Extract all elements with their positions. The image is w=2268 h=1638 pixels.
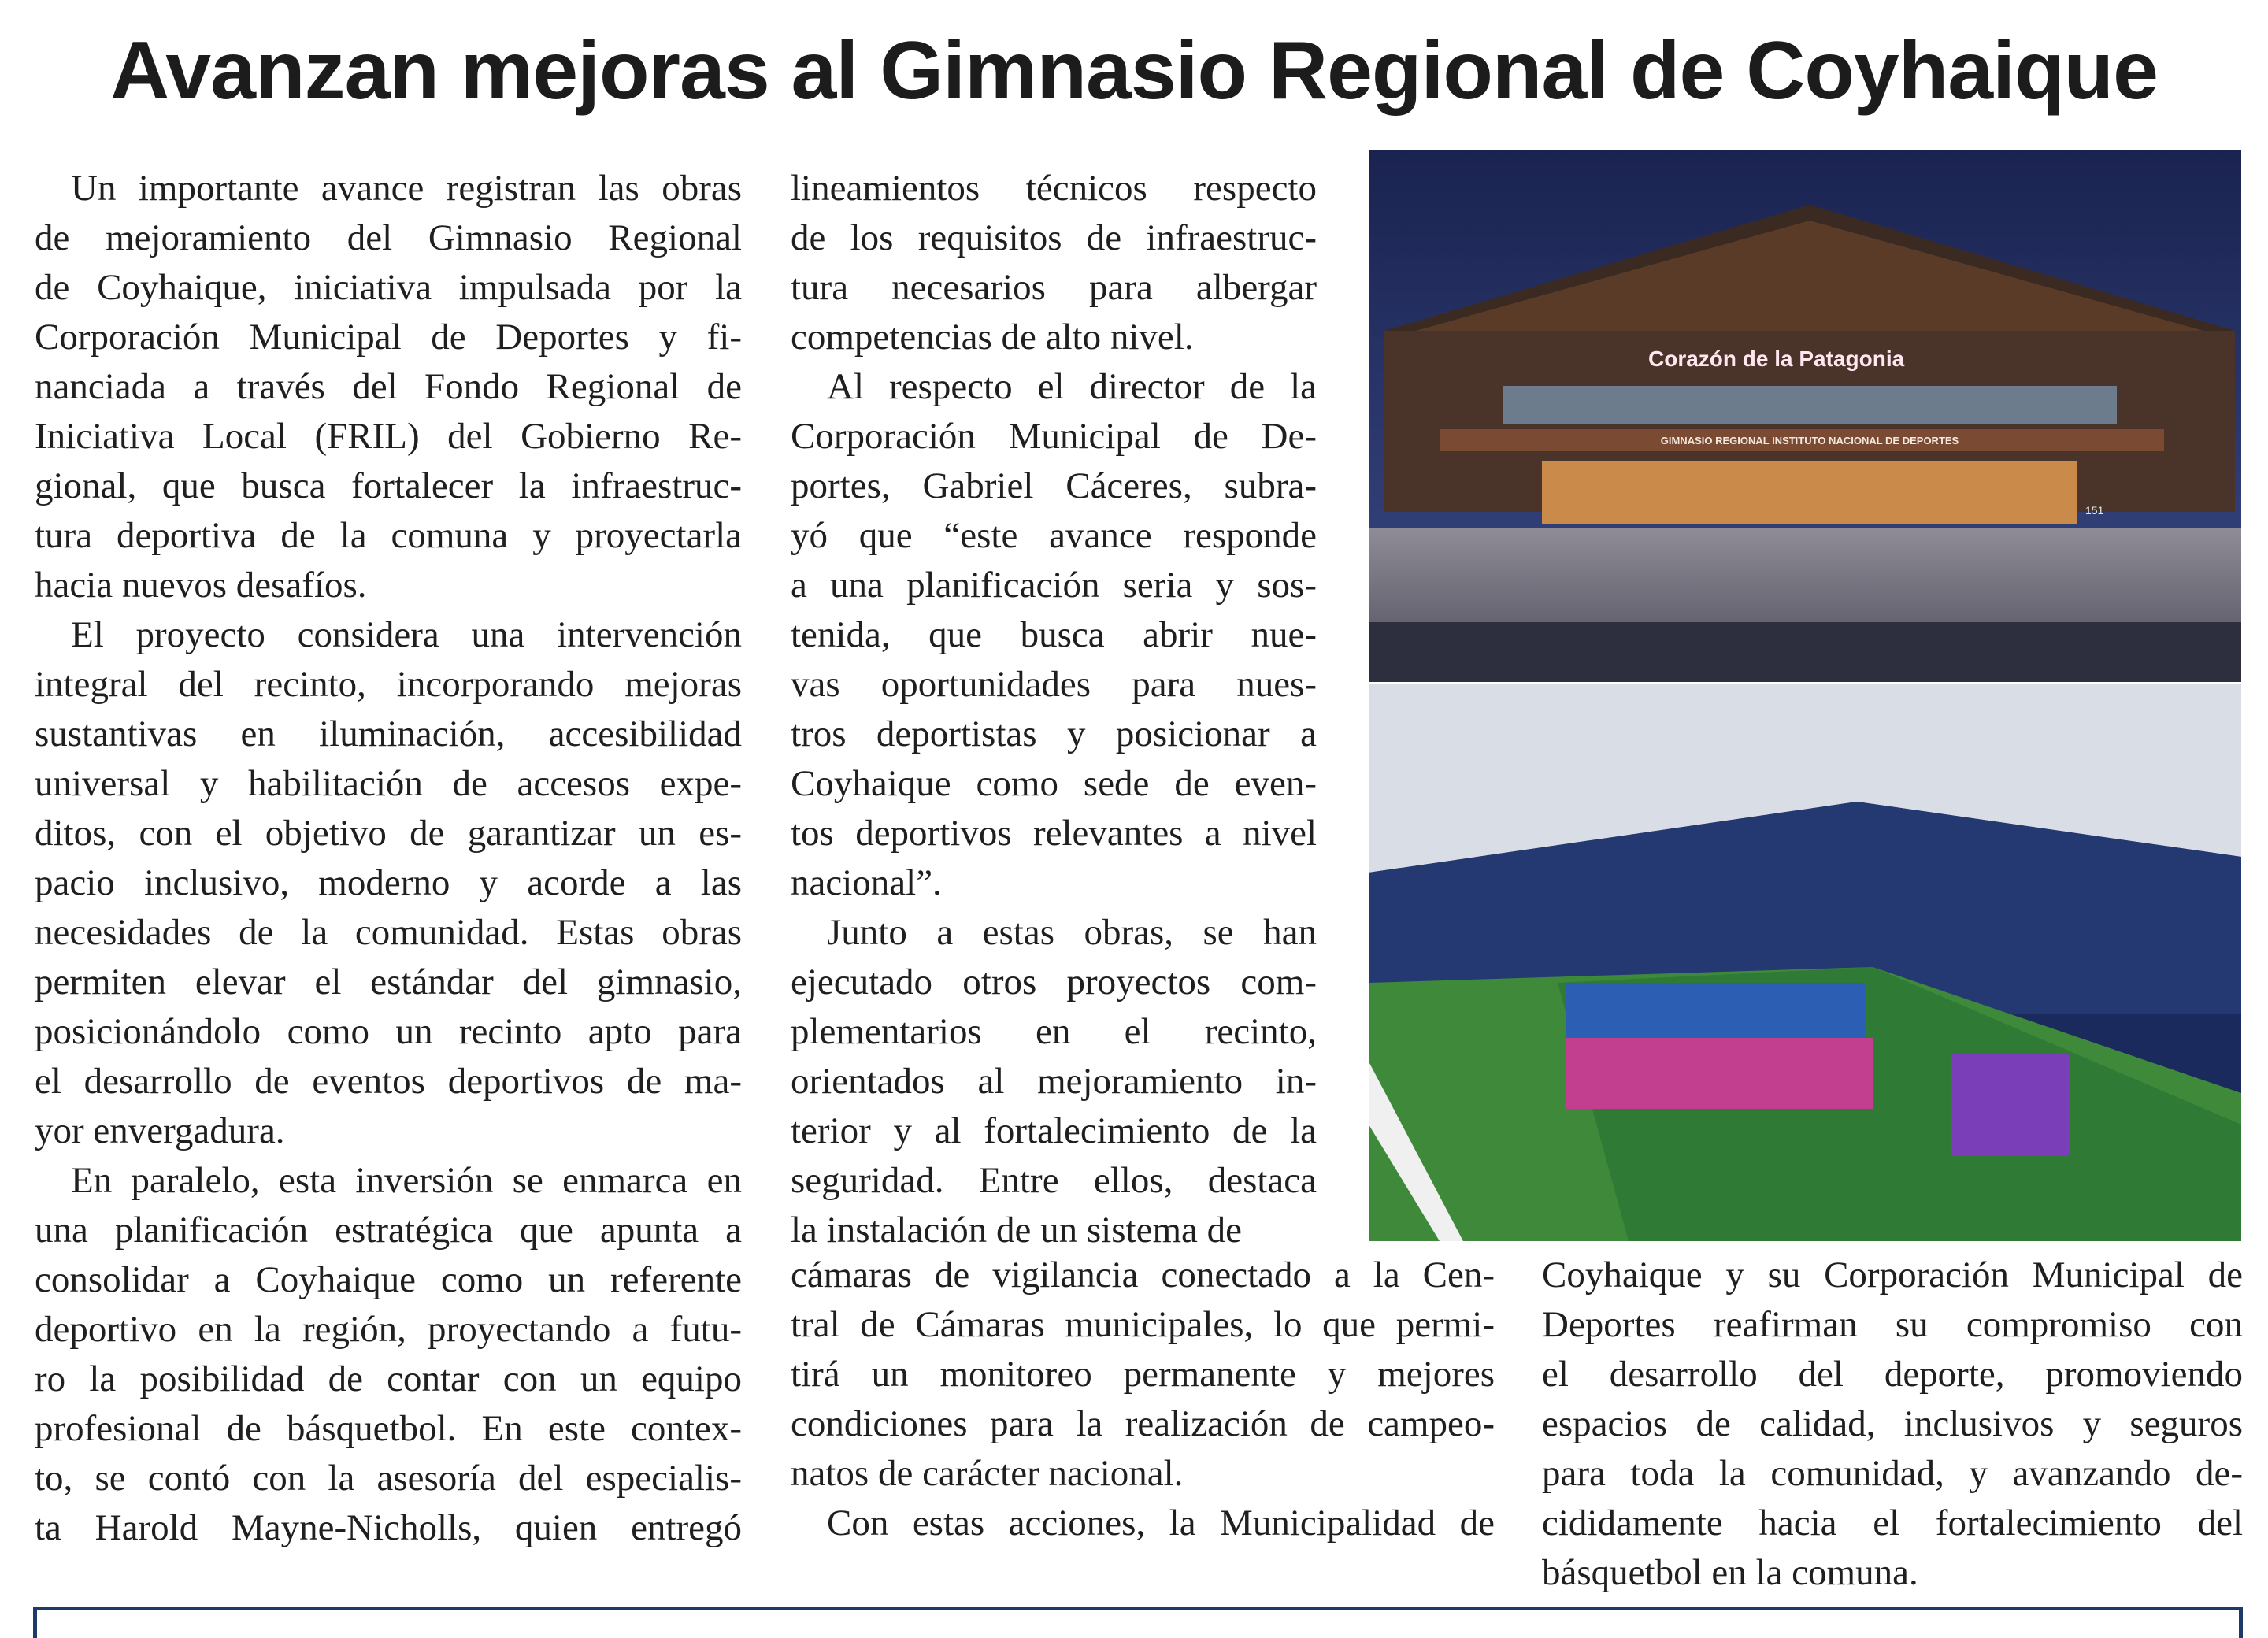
text-line: de mejoramiento del Gimnasio Regional bbox=[35, 217, 742, 258]
text-line: tral de Cámaras municipales, lo que permi- bbox=[791, 1304, 1495, 1345]
text-line: yor envergadura. bbox=[35, 1110, 285, 1151]
text-line: plementarios en el recinto, bbox=[791, 1011, 1317, 1052]
text-line: de Coyhaique, iniciativa impulsada por la bbox=[35, 267, 742, 308]
text-line: Junto a estas obras, se han bbox=[827, 912, 1317, 953]
text-line: ditos, con el objetivo de garantizar un es- bbox=[35, 813, 742, 854]
text-line: cididamente hacia el fortalecimiento del bbox=[1542, 1503, 2243, 1544]
text-line: Deportes reafirman su compromiso con bbox=[1542, 1304, 2243, 1345]
paragraph bbox=[1542, 1251, 2243, 1598]
text-line: gional, que busca fortalecer la infraestruc- bbox=[35, 465, 742, 506]
paragraph bbox=[35, 1156, 742, 1553]
text-line: de los requisitos de infraestruc- bbox=[791, 217, 1317, 258]
text-line: una planificación estratégica que apunta a bbox=[35, 1210, 742, 1251]
exterior-sign-text: Corazón de la Patagonia bbox=[1648, 346, 1905, 371]
exterior-banner-text: GIMNASIO REGIONAL INSTITUTO NACIONAL DE DEPORTES bbox=[1660, 435, 1959, 447]
text-line: tenida, que busca abrir nue- bbox=[791, 614, 1317, 655]
text-line: deportivo en la región, proyectando a futu- bbox=[35, 1309, 742, 1350]
text-line: Corporación Municipal de Deportes y fi- bbox=[35, 317, 742, 358]
text-line: seguridad. Entre ellos, destaca bbox=[791, 1160, 1317, 1201]
bottom-border-box bbox=[33, 1606, 2243, 1638]
text-line: permiten elevar el estándar del gimnasio, bbox=[35, 962, 742, 1002]
text-line: consolidar a Coyhaique como un referente bbox=[35, 1259, 742, 1300]
text-line: tirá un monitoreo permanente y mejores bbox=[791, 1354, 1495, 1395]
text-line: yó que “este avance responde bbox=[791, 515, 1317, 556]
text-line: Con estas acciones, la Municipalidad de bbox=[827, 1503, 1495, 1544]
article-column-2-continued bbox=[791, 1251, 1495, 1548]
paragraph bbox=[791, 1499, 1495, 1548]
paragraph bbox=[791, 908, 1317, 1255]
text-line: profesional de básquetbol. En este contex- bbox=[35, 1408, 742, 1449]
text-line: Un importante avance registran las obras bbox=[71, 168, 742, 209]
text-line: hacia nuevos desafíos. bbox=[35, 565, 367, 606]
text-line: lineamientos técnicos respecto bbox=[791, 168, 1317, 209]
text-line: to, se contó con la asesoría del especialis- bbox=[35, 1458, 742, 1499]
exterior-number-text: 151 bbox=[2085, 504, 2104, 517]
paragraph bbox=[791, 164, 1317, 362]
paragraph bbox=[791, 1251, 1495, 1499]
paragraph bbox=[35, 164, 742, 610]
article-column-1 bbox=[35, 164, 742, 1553]
text-line: Corporación Municipal de De- bbox=[791, 416, 1317, 457]
text-line: necesidades de la comunidad. Estas obras bbox=[35, 912, 742, 953]
text-line: espacios de calidad, inclusivos y seguros bbox=[1542, 1403, 2243, 1444]
text-line: universal y habilitación de accesos expe- bbox=[35, 763, 742, 804]
text-line: el desarrollo del deporte, promoviendo bbox=[1542, 1354, 2243, 1395]
text-line: El proyecto considera una intervención bbox=[71, 614, 742, 655]
article-column-2 bbox=[791, 164, 1317, 1255]
text-line: competencias de alto nivel. bbox=[791, 317, 1194, 358]
text-line: condiciones para la realización de campeo- bbox=[791, 1403, 1495, 1444]
text-line: posicionándolo como un recinto apto para bbox=[35, 1011, 742, 1052]
text-line: el desarrollo de eventos deportivos de ma- bbox=[35, 1061, 742, 1102]
article-headline: Avanzan mejoras al Gimnasio Regional de Coyhaique bbox=[110, 25, 2158, 117]
text-line: En paralelo, esta inversión se enmarca en bbox=[71, 1160, 742, 1201]
text-line: pacio inclusivo, moderno y acorde a las bbox=[35, 862, 742, 903]
article-column-3 bbox=[1542, 1251, 2243, 1598]
text-line: Al respecto el director de la bbox=[827, 366, 1317, 407]
text-line: tros deportistas y posicionar a bbox=[791, 713, 1317, 754]
text-line: Coyhaique como sede de even- bbox=[791, 763, 1317, 804]
text-line: la instalación de un sistema de bbox=[791, 1210, 1242, 1251]
text-line: sustantivas en iluminación, accesibilidad bbox=[35, 713, 742, 754]
paragraph bbox=[791, 362, 1317, 908]
text-line: vas oportunidades para nues- bbox=[791, 664, 1317, 705]
text-line: Coyhaique y su Corporación Municipal de bbox=[1542, 1254, 2243, 1295]
text-line: ro la posibilidad de contar con un equipo bbox=[35, 1358, 742, 1399]
gym-interior-photo bbox=[1369, 684, 2241, 1241]
text-line: a una planificación seria y sos- bbox=[791, 565, 1317, 606]
text-line: básquetbol en la comuna. bbox=[1542, 1552, 1918, 1593]
text-line: nanciada a través del Fondo Regional de bbox=[35, 366, 742, 407]
text-line: nacional”. bbox=[791, 862, 942, 903]
text-line: orientados al mejoramiento in- bbox=[791, 1061, 1317, 1102]
text-line: natos de carácter nacional. bbox=[791, 1453, 1184, 1494]
text-line: cámaras de vigilancia conectado a la Cen- bbox=[791, 1254, 1495, 1295]
text-line: tura necesarios para albergar bbox=[791, 267, 1317, 308]
text-line: tura deportiva de la comuna y proyectarla bbox=[35, 515, 742, 556]
text-line: para toda la comunidad, y avanzando de- bbox=[1542, 1453, 2243, 1494]
paragraph bbox=[35, 610, 742, 1156]
text-line: tos deportivos relevantes a nivel bbox=[791, 813, 1317, 854]
text-line: ta Harold Mayne-Nicholls, quien entregó bbox=[35, 1507, 742, 1548]
text-line: ejecutado otros proyectos com- bbox=[791, 962, 1317, 1002]
gym-exterior-photo bbox=[1369, 150, 2241, 682]
text-line: Iniciativa Local (FRIL) del Gobierno Re- bbox=[35, 416, 742, 457]
text-line: integral del recinto, incorporando mejoras bbox=[35, 664, 742, 705]
text-line: portes, Gabriel Cáceres, subra- bbox=[791, 465, 1317, 506]
text-line: terior y al fortalecimiento de la bbox=[791, 1110, 1317, 1151]
